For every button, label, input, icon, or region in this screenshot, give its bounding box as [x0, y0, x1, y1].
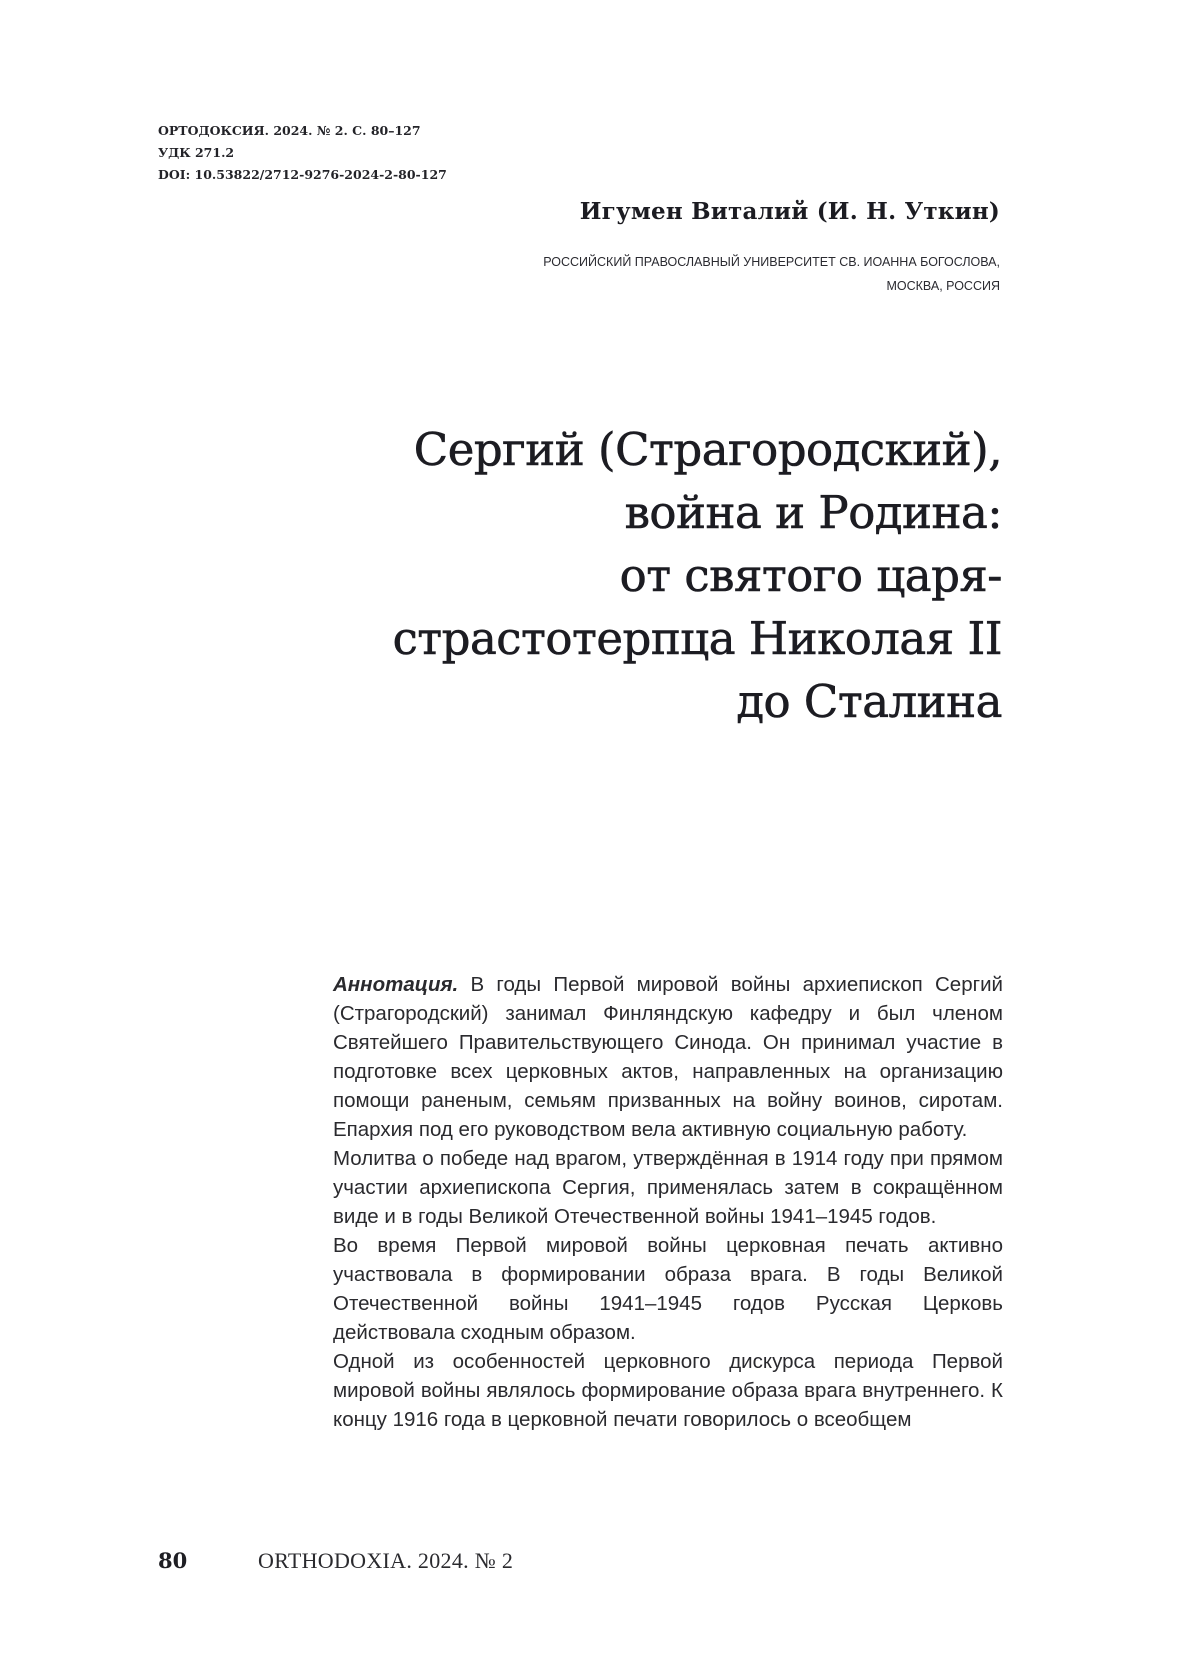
udc-line: УДК 271.2	[158, 142, 447, 164]
page-number: 80	[158, 1548, 187, 1573]
citation-line: ОРТОДОКСИЯ. 2024. № 2. С. 80–127	[158, 120, 447, 142]
title-line: Сергий (Страгородский),	[393, 418, 1002, 481]
abstract-paragraph	[333, 970, 1003, 1144]
article-title	[393, 418, 1002, 733]
abstract-label: Аннотация.	[333, 973, 458, 996]
title-line: до Сталина	[393, 670, 1002, 733]
title-line: страстотерпца Николая II	[393, 607, 1002, 670]
abstract-paragraph: Одной из особенностей церковного дискурса периода Первой мировой войны являлось формирование образа врага внутреннего. К концу 1916 года в церковной печати говорилось о всеобщем	[333, 1347, 1003, 1434]
affiliation-line: МОСКВА, РОССИЯ	[543, 274, 1000, 298]
author-name: Игумен Виталий (И. Н. Уткин)	[580, 198, 1000, 225]
abstract-paragraph: Во время Первой мировой войны церковная печать активно участвовала в формировании образа врага. В годы Великой Отечественной войны 1941–1945 годов Русская Церковь действовала сходным образом.	[333, 1231, 1003, 1347]
doi-line[interactable]: DOI: 10.53822/2712-9276-2024-2-80-127	[158, 164, 447, 186]
title-line: от святого царя-	[393, 544, 1002, 607]
journal-footer: ORTHODOXIA. 2024. № 2	[258, 1548, 513, 1574]
title-line: война и Родина:	[393, 481, 1002, 544]
author-affiliation	[543, 250, 1000, 298]
abstract-paragraph: Молитва о победе над врагом, утверждённая в 1914 году при прямом участии архиепископа Сергия, применялась затем в сокращённом виде и в годы Великой Отечественной войны 1941–1945 годов.	[333, 1144, 1003, 1231]
abstract-text: В годы Первой мировой войны архиепископ Сергий (Страгородский) занимал Финляндскую кафедру и был членом Святейшего Правительствующего Синода. Он принимал участие в подготовке всех церковных актов, направленных на организацию помощи раненым, семьям призванных на войну воинов, сиротам. Епархия под его руководством вела активную социальную работу.	[333, 973, 1003, 1141]
citation-block	[158, 120, 447, 186]
affiliation-line: РОССИЙСКИЙ ПРАВОСЛАВНЫЙ УНИВЕРСИТЕТ СВ. ИОАННА БОГОСЛОВА,	[543, 250, 1000, 274]
abstract	[333, 970, 1003, 1434]
